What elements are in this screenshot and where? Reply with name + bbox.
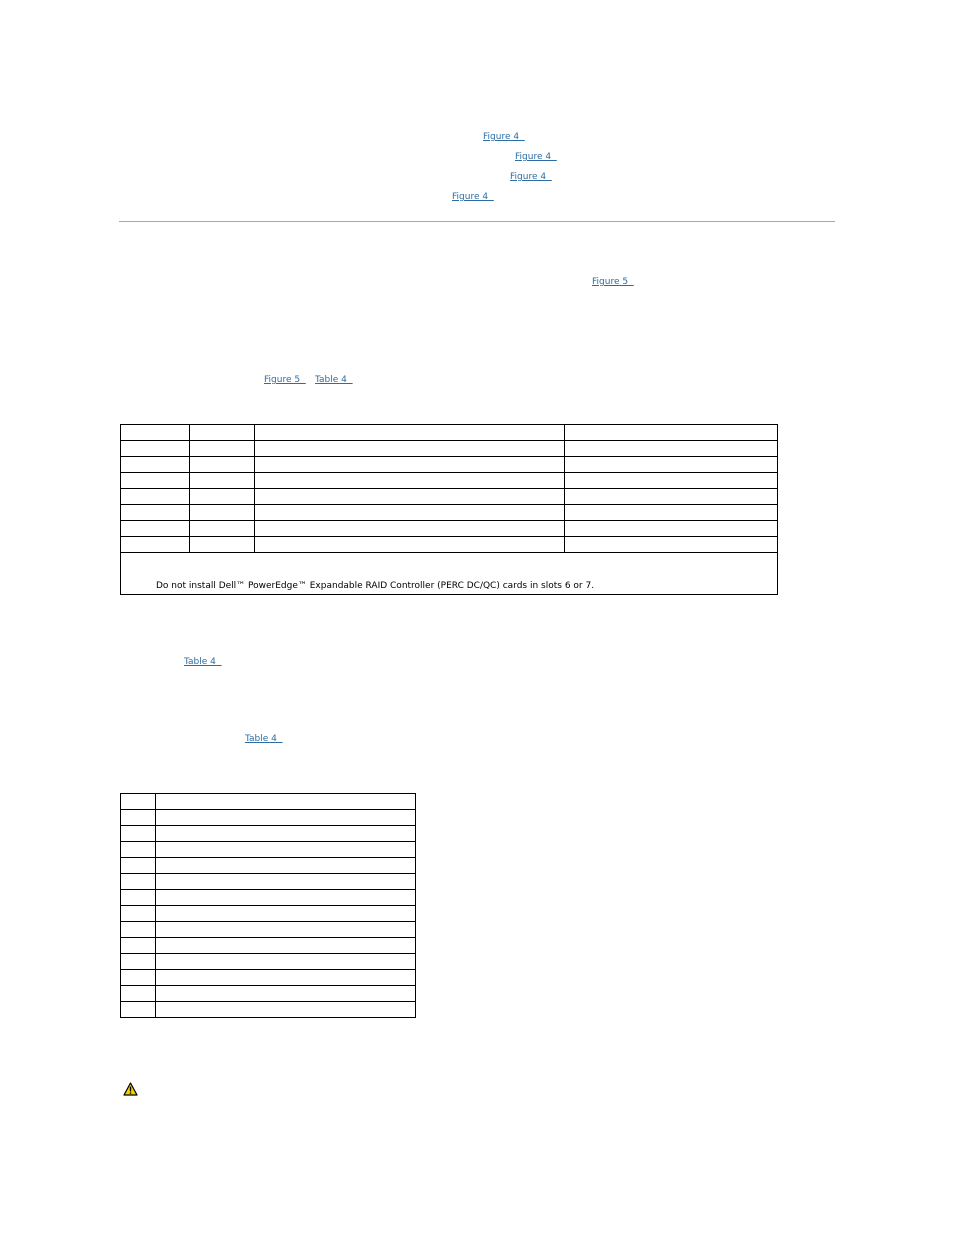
table-cell: [156, 874, 416, 890]
table-cell: [190, 425, 255, 441]
table-cell: [190, 521, 255, 537]
table-row: [121, 842, 416, 858]
table-cell: [121, 441, 190, 457]
table-cell: [255, 425, 565, 441]
table-cell: [121, 890, 156, 906]
table-cell: [121, 489, 190, 505]
table-cell: [121, 521, 190, 537]
table-cell: [565, 505, 778, 521]
table-cell: [255, 473, 565, 489]
table-cell: [121, 906, 156, 922]
table-cell: [255, 457, 565, 473]
table-row: [121, 906, 416, 922]
note-row: [121, 553, 778, 595]
table-row: [121, 457, 778, 473]
table-cell: [121, 473, 190, 489]
table-cell: [121, 970, 156, 986]
table-cell: [121, 842, 156, 858]
table-4-link[interactable]: Table 4: [184, 657, 222, 667]
table-cell: [121, 1002, 156, 1018]
table-cell: [156, 954, 416, 970]
table-cell: [190, 457, 255, 473]
table-cell: [156, 890, 416, 906]
table-cell: [121, 874, 156, 890]
table-row: [121, 505, 778, 521]
table-cell: [255, 489, 565, 505]
perc-note-text: Do not install Dell™ PowerEdge™ Expandable RAID Controller (PERC DC/QC) cards in slots 6 or 7.: [121, 553, 778, 595]
table-cell: [156, 970, 416, 986]
figure-5-link[interactable]: Figure 5: [592, 277, 634, 287]
table-cell: [255, 521, 565, 537]
table-row: [121, 794, 416, 810]
table-cell: [156, 906, 416, 922]
table-cell: [121, 794, 156, 810]
table-cell: [255, 505, 565, 521]
table-row: [121, 425, 778, 441]
table-row: [121, 1002, 416, 1018]
table-cell: [156, 986, 416, 1002]
table-cell: [121, 425, 190, 441]
table-cell: [121, 922, 156, 938]
table-cell: [190, 489, 255, 505]
table-row: [121, 826, 416, 842]
table-row: [121, 858, 416, 874]
table-cell: [190, 505, 255, 521]
expansion-slot-table: [120, 424, 778, 595]
table-cell: [190, 537, 255, 553]
table-cell: [121, 505, 190, 521]
table-cell: [156, 810, 416, 826]
table-row: [121, 874, 416, 890]
table-cell: [121, 938, 156, 954]
table-cell: [156, 1002, 416, 1018]
figure-5-link[interactable]: Figure 5: [264, 375, 306, 385]
table-cell: [156, 842, 416, 858]
table-cell: [156, 826, 416, 842]
table-cell: [565, 457, 778, 473]
table-4-link[interactable]: Table 4: [245, 734, 283, 744]
table-row: [121, 890, 416, 906]
table-cell: [565, 537, 778, 553]
table-cell: [565, 521, 778, 537]
caution-triangle-icon: [123, 1082, 138, 1096]
table-4-link[interactable]: Table 4: [315, 375, 353, 385]
table-cell: [121, 457, 190, 473]
table-cell: [565, 473, 778, 489]
table-cell: [121, 826, 156, 842]
table-row: [121, 473, 778, 489]
table-cell: [156, 858, 416, 874]
table-cell: [121, 954, 156, 970]
table-cell: [190, 473, 255, 489]
table-row: [121, 441, 778, 457]
figure-4-link[interactable]: Figure 4: [515, 152, 557, 162]
table-cell: [121, 858, 156, 874]
section-divider: [119, 221, 835, 222]
connector-table: [120, 793, 416, 1018]
table-row: [121, 986, 416, 1002]
table-cell: [156, 794, 416, 810]
table-row: [121, 810, 416, 826]
figure-4-link[interactable]: Figure 4: [483, 132, 525, 142]
table-row: [121, 938, 416, 954]
table-row: [121, 922, 416, 938]
table-row: [121, 954, 416, 970]
table-cell: [565, 425, 778, 441]
table-cell: [255, 441, 565, 457]
table-cell: [121, 986, 156, 1002]
table-row: [121, 489, 778, 505]
figure-4-link[interactable]: Figure 4: [510, 172, 552, 182]
table-cell: [121, 537, 190, 553]
table-cell: [190, 441, 255, 457]
table-cell: [156, 938, 416, 954]
table-row: [121, 521, 778, 537]
table-cell: [565, 489, 778, 505]
figure-4-link[interactable]: Figure 4: [452, 192, 494, 202]
table-row: [121, 970, 416, 986]
table-cell: [156, 922, 416, 938]
table-cell: [121, 810, 156, 826]
table-cell: [565, 441, 778, 457]
table-cell: [255, 537, 565, 553]
table-row: [121, 537, 778, 553]
